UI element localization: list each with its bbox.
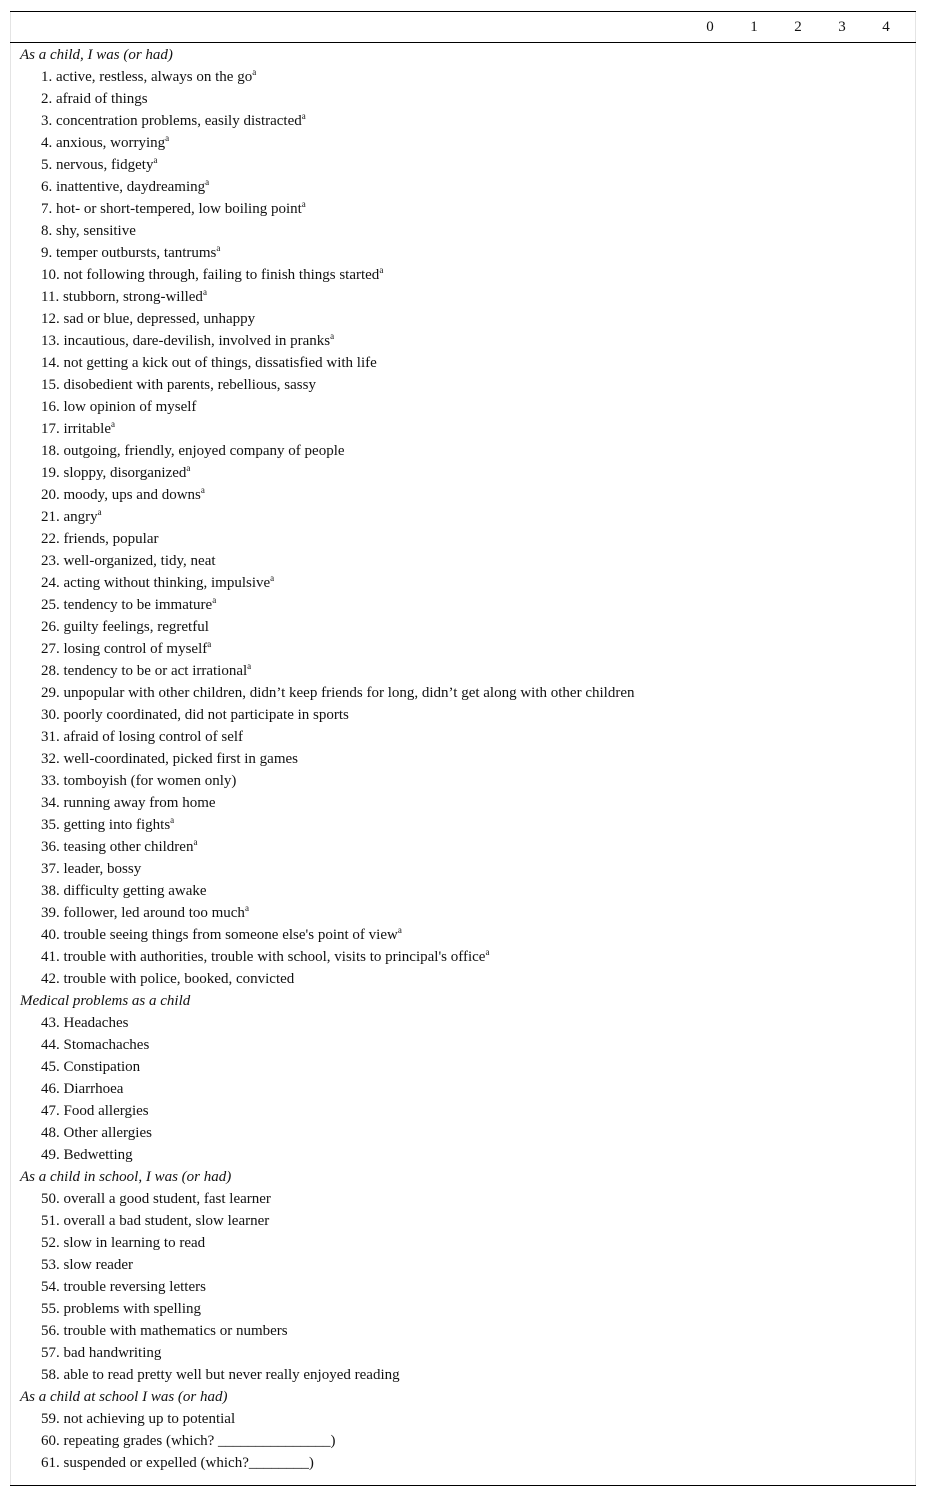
table-row — [10, 1342, 916, 1364]
table-row — [10, 264, 916, 286]
table-row — [10, 682, 916, 704]
table-row — [10, 286, 916, 308]
item-text: 21. angry — [41, 509, 98, 525]
item-text: 45. Constipation — [41, 1059, 141, 1075]
table-row — [10, 1144, 916, 1166]
table-row — [10, 1188, 916, 1210]
table-row — [10, 1056, 916, 1078]
table-bottom-rule — [10, 1485, 916, 1486]
table-row — [10, 1320, 916, 1342]
footnote-mark: a — [252, 67, 257, 77]
table-row — [10, 154, 916, 176]
table-row — [10, 792, 916, 814]
item-text: 47. Food allergies — [41, 1103, 149, 1119]
item-text: 60. repeating grades (which? _______________) — [41, 1433, 336, 1449]
table-row — [10, 968, 916, 990]
item-text: 32. well-coordinated, picked first in games — [41, 751, 299, 767]
item-text: 58. able to read pretty well but never really enjoyed reading — [41, 1367, 400, 1383]
table-row — [10, 704, 916, 726]
item-text: 2. afraid of things — [41, 91, 148, 107]
item-text: 52. slow in learning to read — [41, 1235, 206, 1251]
item-text: 39. follower, led around too much — [41, 905, 245, 921]
footnote-mark: a — [485, 947, 490, 957]
item-text: 18. outgoing, friendly, enjoyed company of people — [41, 443, 345, 459]
item-text: 56. trouble with mathematics or numbers — [41, 1323, 288, 1339]
item-text: 4. anxious, worrying — [41, 135, 166, 151]
scale-header-2: 2 — [794, 19, 802, 35]
table-row — [10, 880, 916, 902]
table-header-row — [10, 11, 916, 42]
table-row — [10, 396, 916, 418]
section-heading — [10, 1386, 916, 1408]
scale-header-0: 0 — [706, 19, 714, 35]
table-row — [10, 330, 916, 352]
footnote-mark: a — [200, 485, 205, 495]
table-row — [10, 1034, 916, 1056]
footnote-mark: a — [301, 111, 306, 121]
section-heading-text: As a child at school I was (or had) — [20, 1389, 228, 1405]
table-row — [10, 132, 916, 154]
table-row — [10, 1430, 916, 1452]
footnote-mark: a — [205, 177, 210, 187]
item-text: 25. tendency to be immature — [41, 597, 213, 613]
item-text: 6. inattentive, daydreaming — [41, 179, 206, 195]
footnote-mark: a — [170, 815, 175, 825]
table-row — [10, 1364, 916, 1386]
item-text: 42. trouble with police, booked, convicted — [41, 971, 295, 987]
item-text: 7. hot- or short-tempered, low boiling point — [41, 201, 302, 217]
item-text: 49. Bedwetting — [41, 1147, 133, 1163]
table-row — [10, 1254, 916, 1276]
table-header-rule — [10, 42, 916, 43]
table-row — [10, 1452, 916, 1474]
item-text: 46. Diarrhoea — [41, 1081, 124, 1097]
footnote-mark: a — [330, 331, 335, 341]
item-text: 55. problems with spelling — [41, 1301, 201, 1317]
table-row — [10, 572, 916, 594]
table-row — [10, 1100, 916, 1122]
item-text: 14. not getting a kick out of things, dissatisfied with life — [41, 355, 377, 371]
footnote-mark: a — [97, 507, 102, 517]
footnote-mark: a — [186, 463, 191, 473]
footnote-mark: a — [247, 661, 252, 671]
table-row — [10, 528, 916, 550]
item-text: 9. temper outbursts, tantrums — [41, 245, 217, 261]
scale-header-4: 4 — [882, 19, 890, 35]
table-row — [10, 726, 916, 748]
item-text: 10. not following through, failing to finish things started — [41, 267, 380, 283]
item-text: 30. poorly coordinated, did not participate in sports — [41, 707, 349, 723]
footnote-mark: a — [193, 837, 198, 847]
item-text: 54. trouble reversing letters — [41, 1279, 206, 1295]
table-row — [10, 66, 916, 88]
footnote-mark: a — [202, 287, 207, 297]
item-text: 12. sad or blue, depressed, unhappy — [41, 311, 256, 327]
item-text: 29. unpopular with other children, didn’t keep friends for long, didn’t get along with other children — [41, 685, 635, 701]
item-text: 3. concentration problems, easily distracted — [41, 113, 302, 129]
item-text: 61. suspended or expelled (which?________) — [41, 1455, 314, 1471]
table-row — [10, 836, 916, 858]
item-text: 35. getting into fights — [41, 817, 171, 833]
item-text: 8. shy, sensitive — [41, 223, 136, 239]
item-text: 19. sloppy, disorganized — [41, 465, 187, 481]
item-text: 44. Stomachaches — [41, 1037, 150, 1053]
table-row — [10, 440, 916, 462]
table-row — [10, 638, 916, 660]
section-heading — [10, 1166, 916, 1188]
table-row — [10, 198, 916, 220]
item-text: 50. overall a good student, fast learner — [41, 1191, 271, 1207]
scale-header-1: 1 — [750, 19, 758, 35]
table-row — [10, 1276, 916, 1298]
section-heading — [10, 990, 916, 1012]
item-text: 23. well-organized, tidy, neat — [41, 553, 216, 569]
table-row — [10, 550, 916, 572]
table-row — [10, 506, 916, 528]
footnote-mark: a — [397, 925, 402, 935]
footnote-mark: a — [153, 155, 158, 165]
item-text: 22. friends, popular — [41, 531, 159, 547]
footnote-mark: a — [110, 419, 115, 429]
item-text: 57. bad handwriting — [41, 1345, 162, 1361]
item-text: 37. leader, bossy — [41, 861, 142, 877]
table-row — [10, 110, 916, 132]
footnote-mark: a — [212, 595, 217, 605]
section-heading-text: As a child in school, I was (or had) — [20, 1169, 232, 1185]
item-text: 28. tendency to be or act irrational — [41, 663, 248, 679]
item-text: 5. nervous, fidgety — [41, 157, 154, 173]
item-text: 36. teasing other children — [41, 839, 194, 855]
table-row — [10, 1298, 916, 1320]
item-text: 41. trouble with authorities, trouble with school, visits to principal's office — [41, 949, 486, 965]
item-text: 20. moody, ups and downs — [41, 487, 201, 503]
item-text: 27. losing control of myself — [41, 641, 208, 657]
table-row — [10, 748, 916, 770]
table-row — [10, 462, 916, 484]
scale-header-3: 3 — [838, 19, 846, 35]
table-row — [10, 1408, 916, 1430]
table-row — [10, 858, 916, 880]
table-row — [10, 220, 916, 242]
table-row — [10, 308, 916, 330]
section-heading-text: Medical problems as a child — [20, 993, 191, 1009]
table-row — [10, 660, 916, 682]
table-row — [10, 946, 916, 968]
table-body — [10, 44, 916, 1474]
footnote-mark: a — [216, 243, 221, 253]
item-text: 59. not achieving up to potential — [41, 1411, 236, 1427]
item-text: 24. acting without thinking, impulsive — [41, 575, 271, 591]
section-heading-text: As a child, I was (or had) — [20, 47, 173, 63]
table-row — [10, 594, 916, 616]
item-text: 15. disobedient with parents, rebellious, sassy — [41, 377, 316, 393]
footnote-mark: a — [207, 639, 212, 649]
item-text: 31. afraid of losing control of self — [41, 729, 244, 745]
item-text: 34. running away from home — [41, 795, 216, 811]
table-row — [10, 242, 916, 264]
item-text: 13. incautious, dare-devilish, involved in pranks — [41, 333, 331, 349]
table-row — [10, 902, 916, 924]
footnote-mark: a — [301, 199, 306, 209]
footnote-mark: a — [244, 903, 249, 913]
item-text: 1. active, restless, always on the go — [41, 69, 253, 85]
table-row — [10, 616, 916, 638]
table-row — [10, 814, 916, 836]
table-row — [10, 176, 916, 198]
table-row — [10, 88, 916, 110]
table-row — [10, 924, 916, 946]
item-text: 33. tomboyish (for women only) — [41, 773, 237, 789]
item-text: 43. Headaches — [41, 1015, 129, 1031]
table-row — [10, 1012, 916, 1034]
item-text: 11. stubborn, strong-willed — [41, 289, 203, 305]
table-row — [10, 418, 916, 440]
item-text: 40. trouble seeing things from someone else's point of view — [41, 927, 398, 943]
item-text: 17. irritable — [41, 421, 111, 437]
item-text: 48. Other allergies — [41, 1125, 152, 1141]
table-row — [10, 352, 916, 374]
table-row — [10, 374, 916, 396]
table-row — [10, 1210, 916, 1232]
item-text: 53. slow reader — [41, 1257, 134, 1273]
item-text: 16. low opinion of myself — [41, 399, 197, 415]
item-text: 26. guilty feelings, regretful — [41, 619, 209, 635]
table-row — [10, 1232, 916, 1254]
table-row — [10, 1078, 916, 1100]
footnote-mark: a — [270, 573, 275, 583]
table-row — [10, 770, 916, 792]
item-text: 38. difficulty getting awake — [41, 883, 207, 899]
footnote-mark: a — [379, 265, 384, 275]
table-row — [10, 1122, 916, 1144]
section-heading — [10, 44, 916, 66]
table-row — [10, 484, 916, 506]
footnote-mark: a — [165, 133, 170, 143]
item-text: 51. overall a bad student, slow learner — [41, 1213, 270, 1229]
